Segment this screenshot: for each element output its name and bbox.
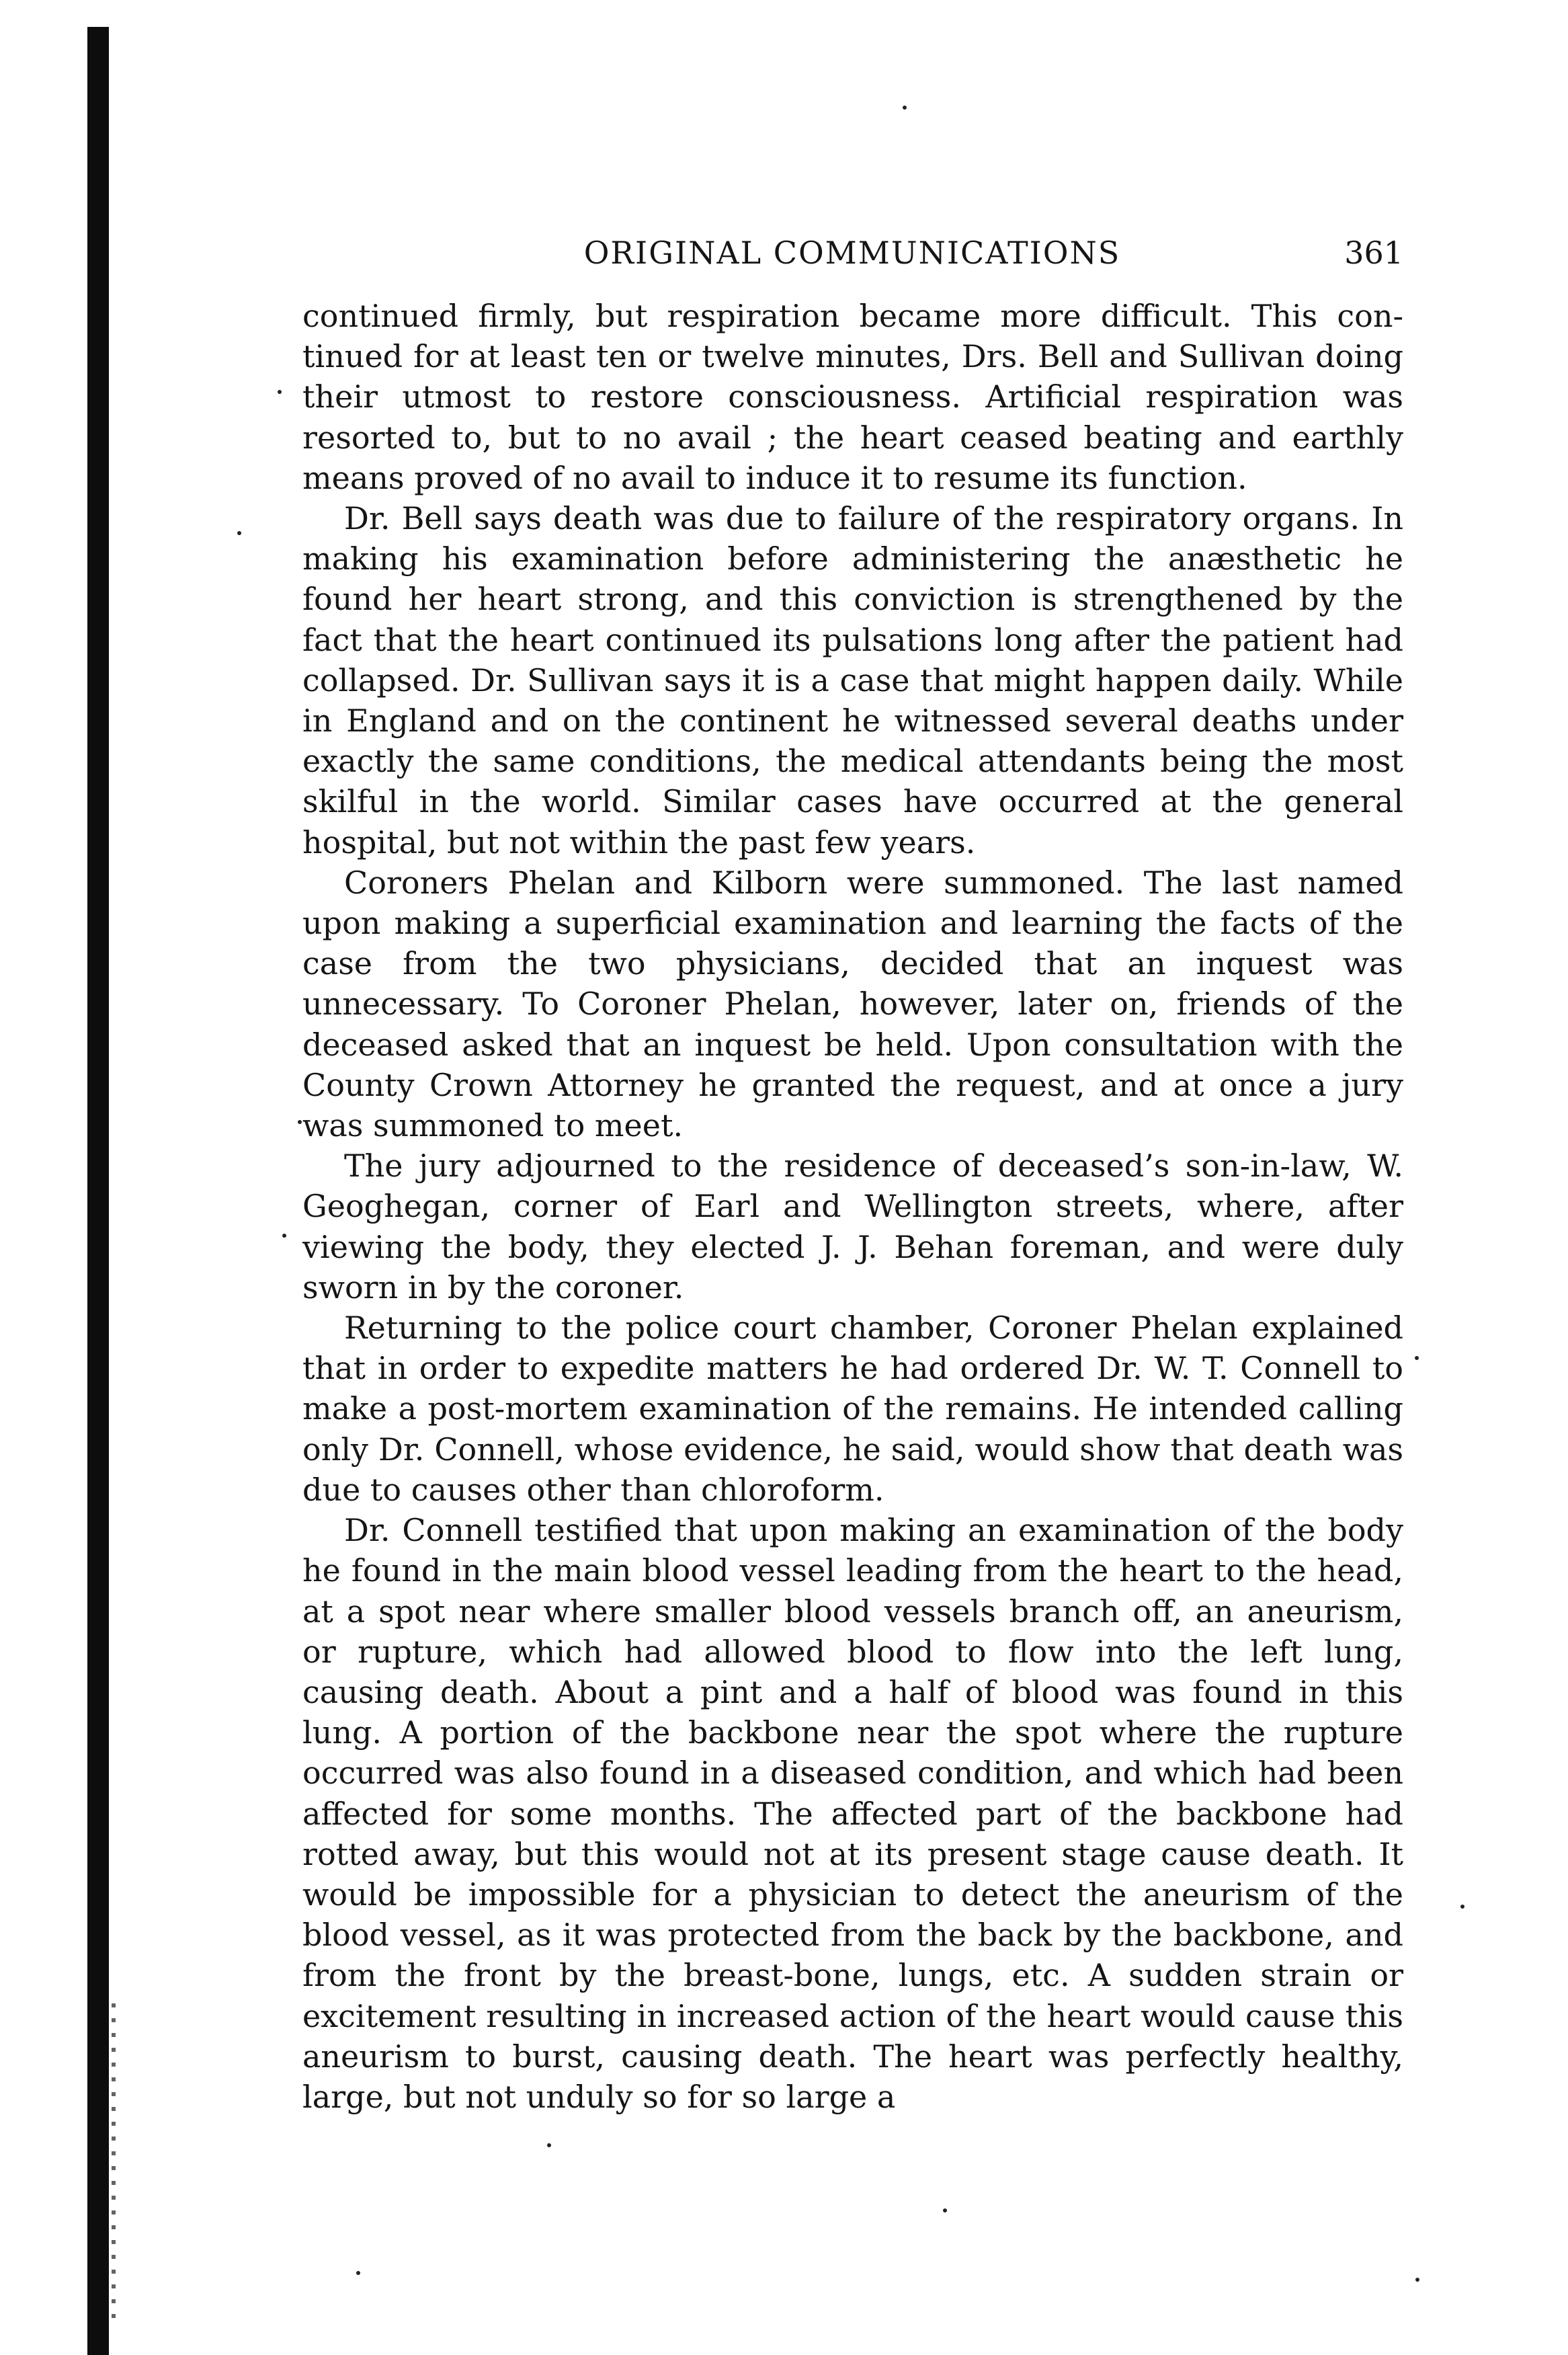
paragraph: Dr. Bell says death was due to failure of the respiratory organs. In making his examination before administering the anæsthetic he found her heart strong, and this conviction is strengthened by the fact that the heart continued its pulsations long after the patient had collapsed. Dr. Sullivan says it is a case that might happen daily. While in England and on the continent he witnessed several deaths under exactly the same conditions, the medical attendants being the most skilful in the world. Similar cases have occurred at the general hospital, but not within the past few years. [302,500,1403,861]
scan-dot [1415,2278,1419,2282]
scan-dot [356,2271,360,2275]
page-binding-edge [87,27,109,2355]
scan-dot [282,1234,286,1238]
page-header [301,226,1403,280]
scan-dot [298,1120,302,1124]
scan-dot [278,390,282,394]
scan-dot [547,2143,551,2147]
scan-dot [903,106,907,110]
scan-dot [1415,1356,1419,1360]
paragraph: The jury adjourned to the residence of deceased’s son-in-law, W. Geoghegan, corner of Earl and Wellington streets, where, after viewing the body, they elected J. J. Behan foreman, and were duly sworn in by the coroner. [302,1148,1403,1306]
paragraph: Dr. Connell testified that upon making an examination of the body he found in the main blood vessel leading from the heart to the head, at a spot near where smaller blood vessels branch off, an aneurism, or rupture, which had allowed blood to flow into the left lung, causing death. About a pint and a half of blood was found in this lung. A portion of the backbone near the spot where the rupture occurred was also found in a diseased condition, and which had been affected for some months. The affected part of the backbone had rotted away, but this would not at its present stage cause death. It would be impossible for a physician to detect the aneurism of the blood vessel, as it was protected from the back by the backbone, and from the front by the breast-bone, lungs, etc. A sudden strain or excitement resulting in increased action of the heart would cause this aneurism to burst, causing death. The heart was perfectly healthy, large, but not unduly so for so large a [302,1512,1403,2115]
running-head: ORIGINAL COMMUNICATIONS [583,235,1121,271]
paragraph: Coroners Phelan and Kilborn were summoned. The last named upon making a superficial examination and learning the facts of the case from the two physicians, decided that an inquest was unnecessary. To Coroner Phelan, however, later on, friends of the deceased asked that an inquest be held. Upon consultation with the County Crown Attorney he granted the request, and at once a jury was summoned to meet. [302,864,1403,1144]
paragraph: Returning to the police court chamber, Coroner Phelan explained that in order to expedite matters he had ordered Dr. W. T. Connell to make a post-mortem examination of the remains. He intended calling only Dr. Connell, whose evidence, he said, would show that death was due to causes other than chloroform. [302,1310,1403,1508]
scan-dot [943,2208,947,2212]
binding-speckle [112,2003,116,2326]
body-text [302,296,1403,2117]
page-number: 361 [1344,235,1403,271]
paragraph: continued firmly, but respiration became more difficult. This continued for at least ten or twelve minutes, Drs. Bell and Sullivan doing their utmost to restore consciousness. Artificial respiration was resorted to, but to no avail ; the heart ceased beating and earthly means proved of no avail to induce it to resume its function. [302,298,1403,496]
scan-dot [1460,1905,1464,1909]
scan-dot [237,531,241,535]
